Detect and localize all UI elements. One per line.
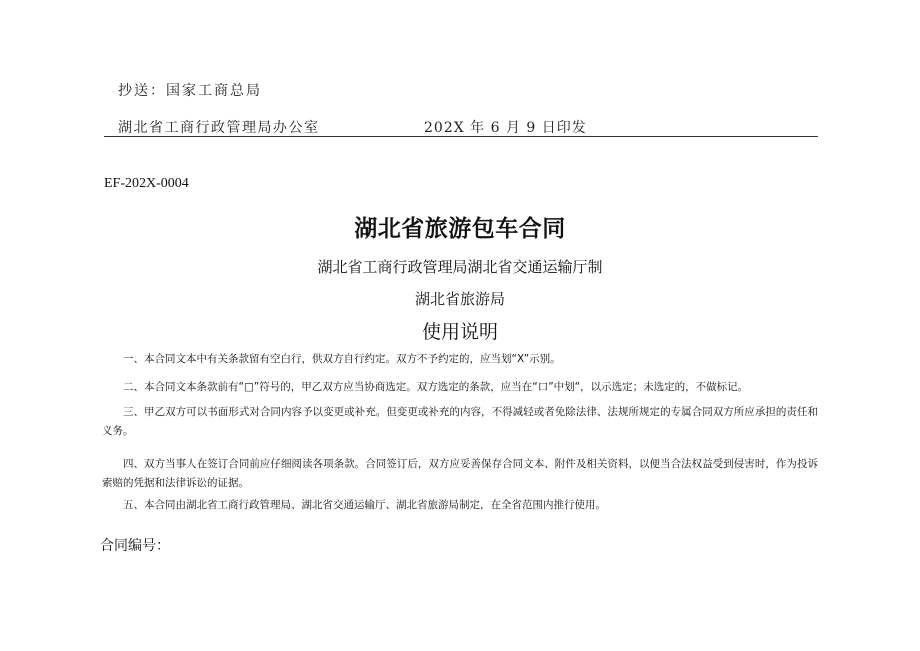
- contract-title: 湖北省旅游包车合同: [354, 216, 566, 242]
- usage-note: 五、本合同由湖北省工商行政管理局、湖北省交通运输厅、湖北省旅游局制定，在全省范围内推行使用。: [123, 499, 606, 511]
- usage-notes: [102, 350, 818, 515]
- usage-note: 一、本合同文本中有关条款留有空白行，供双方自行约定。双方不予约定的，应当划“X”示别。: [123, 353, 561, 365]
- issuer-line-1: 湖北省工商行政管理局湖北省交通运输厅制: [317, 258, 603, 276]
- usage-note: 二、本合同文本条款前有“□”符号的，甲乙双方应当协商选定。双方选定的条款，应当在“口”中划“，以示选定；未选定的，不做标记。: [123, 381, 749, 393]
- usage-note: 三、甲乙双方可以书面形式对合同内容予以变更或补充。但变更或补充的内容，不得减轻或者免除法律、法规所规定的专属合同双方所应承担的责任和义务。: [102, 406, 818, 437]
- cc-line: 抄送：国家工商总局: [118, 83, 262, 99]
- issuer-line-2: 湖北省旅游局: [414, 290, 505, 308]
- usage-note: 四、双方当事人在签订合同前应仔细阅读各项条款。合同签订后，双方应妥善保存合同文本、附件及相关资料，以便当合法权益受到侵害时，作为投诉索赔的凭据和法律诉讼的证据。: [102, 458, 818, 489]
- issue-date: 202X 年 6 月 9 日印发: [424, 120, 587, 136]
- contract-number-label: 合同编号：: [100, 538, 170, 554]
- issuer-row: [118, 117, 818, 137]
- divider-line: [104, 136, 818, 137]
- usage-instructions-title: 使用说明: [421, 321, 498, 343]
- document-code: EF-202X-0004: [104, 176, 189, 191]
- issuing-office: 湖北省工商行政管理局办公室: [118, 120, 320, 136]
